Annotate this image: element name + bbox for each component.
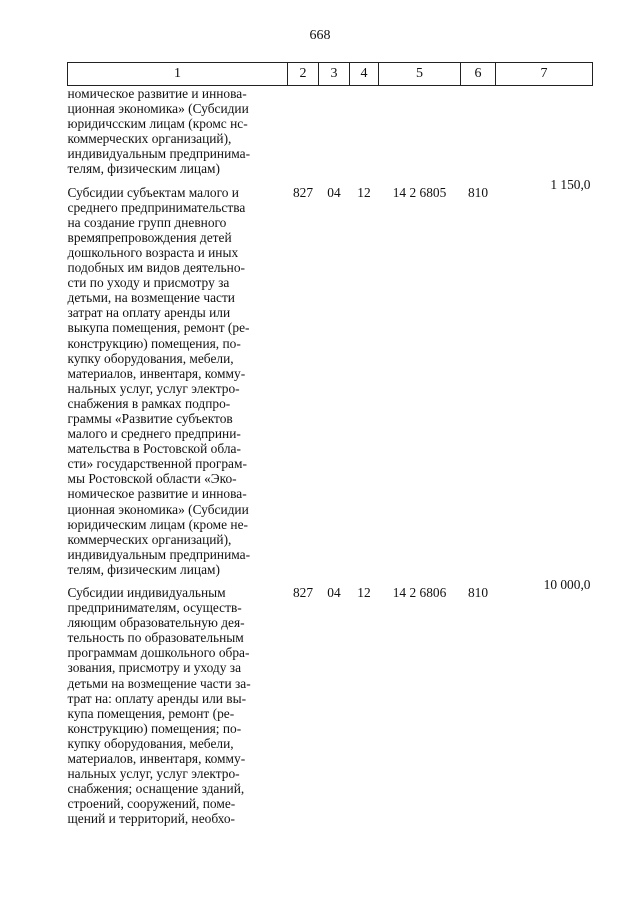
target-article-code: 14 2 6805 bbox=[392, 184, 447, 200]
expense-type-code: 810 bbox=[467, 184, 489, 200]
description-line: купа помещения, ремонт (ре- bbox=[67, 705, 235, 721]
description-line: телям, физическим лицам) bbox=[67, 161, 220, 177]
description-line: программам дошкольного обра- bbox=[67, 645, 250, 661]
description-line: нальных услуг, услуг электро- bbox=[67, 380, 240, 396]
description-line: юридическим лицам (кроме не- bbox=[67, 516, 249, 532]
description-line: зования, присмотру и уходу за bbox=[67, 660, 242, 676]
description-line: конструкцию) помещения, по- bbox=[67, 335, 241, 351]
description-line: коммерческих организаций), bbox=[67, 131, 232, 147]
row-description bbox=[68, 86, 288, 177]
row-description bbox=[68, 577, 288, 827]
description-line: щений и территорий, необхо- bbox=[67, 811, 236, 827]
section-code bbox=[319, 86, 350, 177]
description-line: детьми на возмещение части за- bbox=[67, 675, 251, 691]
description-line: среднего предпринимательства bbox=[67, 199, 246, 215]
description-line: Субсидии индивидуальным bbox=[67, 585, 226, 600]
ministry-code: 827 bbox=[292, 184, 314, 200]
table-row bbox=[68, 177, 593, 577]
expense-type-code bbox=[461, 86, 496, 177]
description-line: снабжения в рамках подпро- bbox=[67, 395, 231, 411]
section-code: 04 bbox=[327, 585, 341, 600]
description-line: затрат на оплату аренды или bbox=[67, 305, 231, 321]
description-line: мательства в Ростовской обла- bbox=[67, 441, 241, 457]
description-line: индивидуальным предпринима- bbox=[67, 546, 251, 562]
amount-value: 1 150,0 bbox=[550, 176, 591, 192]
description-line: сти по уходу и присмотру за bbox=[67, 275, 230, 291]
description-line: Субсидии субъектам малого и bbox=[67, 184, 239, 200]
description-line: дошкольного возраста и иных bbox=[67, 244, 239, 260]
column-header-6: 6 bbox=[461, 63, 496, 86]
subsection-code: 12 bbox=[357, 585, 371, 600]
table-row bbox=[68, 86, 593, 177]
description-line: номическое развитие и иннова- bbox=[67, 86, 247, 101]
page-number: 668 bbox=[309, 28, 331, 43]
target-article-code bbox=[379, 86, 461, 177]
ministry-code bbox=[288, 86, 319, 177]
column-header-4: 4 bbox=[350, 63, 379, 86]
description-line: нальных услуг, услуг электро- bbox=[67, 766, 240, 782]
column-header-5: 5 bbox=[379, 63, 461, 86]
table-header-row bbox=[68, 63, 593, 86]
table-row bbox=[68, 577, 593, 827]
column-header-2: 2 bbox=[288, 63, 319, 86]
description-line: коммерческих организаций), bbox=[67, 531, 232, 547]
subsection-code: 12 bbox=[357, 184, 371, 200]
description-line: телям, физическим лицам) bbox=[67, 561, 220, 577]
description-line: тельность по образовательным bbox=[67, 630, 244, 646]
description-line: подобных им видов деятельно- bbox=[67, 260, 245, 276]
subsection-code bbox=[350, 86, 379, 177]
target-article-code: 14 2 6806 bbox=[392, 585, 447, 600]
description-line: купку оборудования, мебели, bbox=[67, 350, 234, 366]
row-description bbox=[68, 177, 288, 577]
description-line: на создание групп дневного bbox=[67, 214, 227, 230]
description-line: малого и среднего предприни- bbox=[67, 426, 241, 442]
description-line: ляющим образовательную дея- bbox=[67, 615, 245, 631]
amount-value bbox=[496, 86, 593, 177]
ministry-code: 827 bbox=[292, 585, 314, 600]
description-line: предпринимателям, осуществ- bbox=[67, 600, 242, 616]
description-line: номическое развитие и иннова- bbox=[67, 486, 247, 502]
description-line: выкупа помещения, ремонт (ре- bbox=[67, 320, 250, 336]
amount-value: 10 000,0 bbox=[543, 577, 591, 592]
description-line: детьми, на возмещение части bbox=[67, 290, 235, 306]
description-line: трат на: оплату аренды или вы- bbox=[67, 690, 247, 706]
description-line: ционная экономика» (Субсидии bbox=[67, 101, 249, 117]
budget-table bbox=[67, 62, 593, 827]
description-line: материалов, инвентаря, комму- bbox=[67, 365, 246, 381]
description-line: сти» государственной програм- bbox=[67, 456, 247, 472]
description-line: конструкцию) помещения; по- bbox=[67, 720, 242, 736]
description-line: купку оборудования, мебели, bbox=[67, 735, 234, 751]
description-line: ционная экономика» (Субсидии bbox=[67, 501, 249, 517]
column-header-1: 1 bbox=[68, 63, 288, 86]
description-line: индивидуальным предпринима- bbox=[67, 146, 251, 162]
column-header-7: 7 bbox=[496, 63, 593, 86]
column-header-3: 3 bbox=[319, 63, 350, 86]
description-line: времяпрепровождения детей bbox=[67, 229, 232, 245]
description-line: юридичсским лицам (кромс нс- bbox=[67, 116, 248, 132]
description-line: строений, сооружений, поме- bbox=[67, 796, 236, 812]
description-line: материалов, инвентаря, комму- bbox=[67, 751, 246, 767]
description-line: мы Ростовской области «Эко- bbox=[67, 471, 237, 487]
description-line: снабжения; оснащение зданий, bbox=[67, 781, 245, 797]
expense-type-code: 810 bbox=[467, 585, 489, 600]
description-line: граммы «Развитие субъектов bbox=[67, 410, 233, 426]
section-code: 04 bbox=[327, 184, 341, 200]
